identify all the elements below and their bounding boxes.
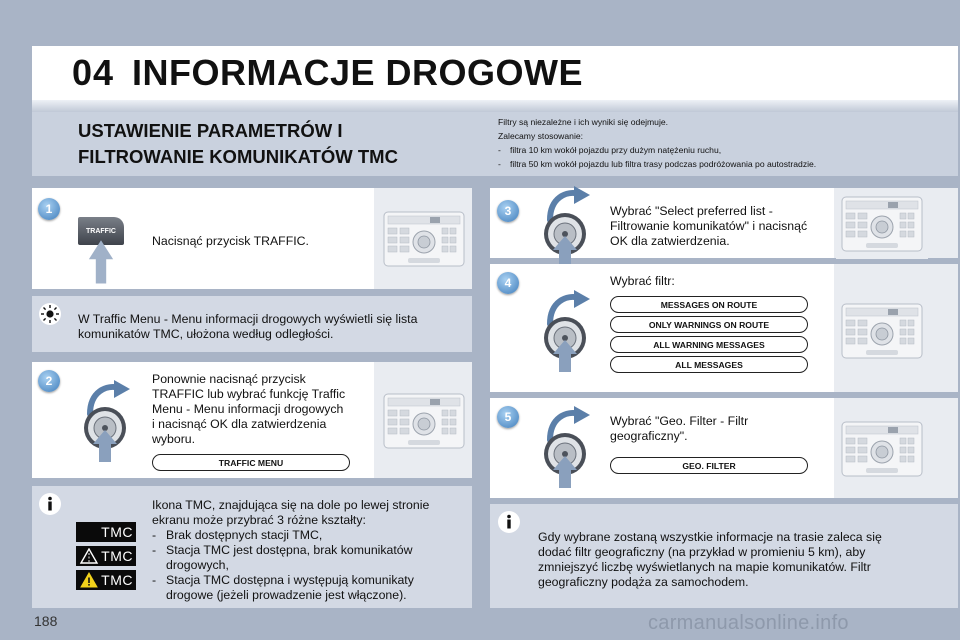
tmc-info-item-cont: drogowe (jeżeli prowadzenie jest włączone). — [166, 588, 407, 602]
filter-option-messages-on-route: MESSAGES ON ROUTE — [610, 296, 808, 313]
press-arrow-icon — [88, 238, 114, 284]
filters-note-item: - filtra 50 km wokół pojazdu lub filtra trasy podczas podróżowania po autostradzie. — [498, 157, 816, 171]
filter-option-all-warning-messages: ALL WARNING MESSAGES — [610, 336, 808, 353]
tmc-info-item: - Stacja TMC dostępna i występują komunikaty — [152, 573, 414, 587]
step-2-text — [152, 372, 345, 447]
filters-note — [498, 115, 816, 171]
tmc-info-item: - Brak dostępnych stacji TMC, — [152, 528, 323, 542]
step-2-text-line: i nacisnąć OK dla zatwierdzenia — [152, 417, 327, 431]
step-5-badge: 5 — [497, 406, 519, 428]
step-3-text-line: OK dla zatwierdzenia. — [610, 234, 730, 248]
radio-unit-image — [378, 204, 470, 274]
tip-text-line: komunikatów TMC, ułożona według odległości. — [78, 327, 334, 341]
step-5-text-line: Wybrać "Geo. Filter - Filtr — [610, 414, 749, 428]
filter-option-only-warnings-on-route: ONLY WARNINGS ON ROUTE — [610, 316, 808, 333]
sun-icon — [38, 302, 62, 326]
step-2-text-line: wyboru. — [152, 432, 196, 446]
tip-text-line: W Traffic Menu - Menu informacji drogowych wyświetli się lista — [78, 312, 418, 326]
rotary-knob-icon — [536, 406, 594, 488]
radio-unit-image — [378, 386, 470, 456]
info-icon — [38, 492, 62, 516]
section-title-line: USTAWIENIE PARAMETRÓW I — [78, 120, 343, 141]
step-2-badge: 2 — [38, 370, 60, 392]
filters-note-item: - filtra 10 km wokół pojazdu przy dużym natężeniu ruchu, — [498, 143, 816, 157]
traffic-button-image: TRAFFIC — [78, 217, 124, 245]
tmc-info-line: Ikona TMC, znajdująca się na dole po lewej stronie — [152, 498, 430, 512]
chapter-number: 04 — [72, 52, 115, 93]
geo-info-line: zmniejszyć liczbę wyświetlanych na mapie komunikatów. Filtr — [538, 560, 871, 574]
geo-info-line: geograficzny podąża za samochodem. — [538, 575, 749, 589]
step-3-text-line: Filtrowanie komunikatów" i nacisnąć — [610, 219, 808, 233]
rotary-knob-icon — [536, 290, 594, 372]
radio-unit-image — [836, 414, 928, 484]
tip-text — [78, 312, 417, 342]
filters-note-line: Zalecamy stosowanie: — [498, 131, 584, 141]
tmc-icon-station-available: TMC — [76, 546, 136, 566]
step-2-text-line: TRAFFIC lub wybrać funkcję Traffic — [152, 387, 346, 401]
info-icon — [497, 510, 521, 534]
section-title-line: FILTROWANIE KOMUNIKATÓW TMC — [78, 146, 398, 167]
section-title — [78, 118, 398, 170]
radio-unit-image — [836, 296, 928, 366]
rotary-knob-icon — [76, 380, 134, 462]
step-4-badge: 4 — [497, 272, 519, 294]
filter-option-all-messages: ALL MESSAGES — [610, 356, 808, 373]
step-2-text-line: Ponownie nacisnąć przycisk — [152, 372, 306, 386]
traffic-menu-pill: TRAFFIC MENU — [152, 454, 350, 471]
tmc-info-item: - Stacja TMC jest dostępna, brak komunikatów — [152, 543, 413, 557]
tmc-icon-no-station: TMC — [76, 522, 136, 542]
step-3-text — [610, 204, 807, 249]
geo-info-line: Gdy wybrane zostaną wszystkie informacje na trasie zaleca się — [538, 530, 882, 544]
watermark: carmanualsonline.info — [648, 612, 849, 634]
radio-unit-image — [836, 189, 928, 259]
tmc-info-line: ekranu może przybrać 3 różne kształty: — [152, 513, 366, 527]
step-3-badge: 3 — [497, 200, 519, 222]
step-4-text: Wybrać filtr: — [610, 274, 675, 288]
tmc-info-text — [152, 498, 464, 603]
tmc-info-item-cont: drogowych, — [166, 558, 229, 572]
tmc-icon-messages: TMC — [76, 570, 136, 590]
page-number: 188 — [34, 613, 58, 629]
geo-filter-pill: GEO. FILTER — [610, 457, 808, 474]
filters-note-line: Filtry są niezależne i ich wyniki się odejmuje. — [498, 117, 669, 127]
step-1-text: Nacisnąć przycisk TRAFFIC. — [152, 234, 309, 248]
step-1-badge: 1 — [38, 198, 60, 220]
road-warning-icon — [79, 548, 99, 564]
geo-info-text — [538, 530, 882, 590]
geo-info-line: dodać filtr geograficzny (na przykład w promieniu 5 km), aby — [538, 545, 866, 559]
step-5-text — [610, 414, 748, 444]
step-3-text-line: Wybrać "Select preferred list - — [610, 204, 773, 218]
step-5-text-line: geograficzny". — [610, 429, 688, 443]
page-title: INFORMACJE DROGOWE — [132, 52, 584, 93]
warning-triangle-icon — [79, 572, 99, 588]
rotary-knob-icon — [536, 186, 594, 268]
step-2-text-line: Menu - Menu informacji drogowych — [152, 402, 344, 416]
